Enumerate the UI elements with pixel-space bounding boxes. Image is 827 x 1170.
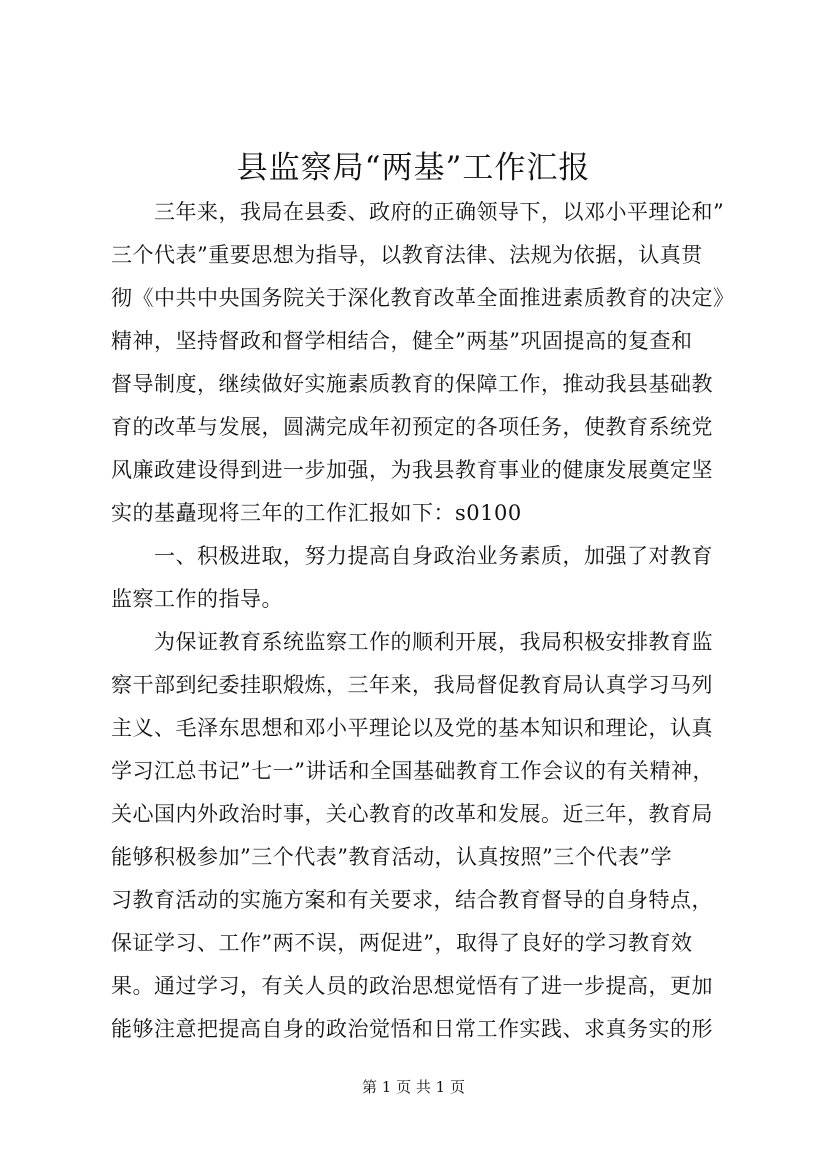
body-line: 果。通过学习，有关人员的政治思想觉悟有了进一步提高，更加: [111, 974, 713, 998]
body-line: 风廉政建设得到进一步加强，为我县教育事业的健康发展奠定坚: [111, 458, 713, 482]
body-line: 保证学习、工作”两不误，两促进”，取得了良好的学习教育效: [111, 931, 693, 955]
body-line: 察干部到纪委挂职煅炼，三年来，我局督促教育局认真学习马列: [111, 673, 713, 697]
body-line: 督导制度，继续做好实施素质教育的保障工作，推动我县基础教: [111, 372, 713, 396]
body-line: 为保证教育系统监察工作的顺利开展，我局积极安排教育监: [111, 630, 713, 654]
body-line: 实的基矗现将三年的工作汇报如下：s0100: [111, 501, 522, 525]
section-heading-line: 一、积极进取，努力提高自身政治业务素质，加强了对教育: [111, 544, 713, 568]
body-line: 彻《中共中央国务院关于深化教育改革全面推进素质教育的决定》: [111, 286, 735, 310]
body-line: 能够注意把提高自身的政治觉悟和日常工作实践、求真务实的形: [111, 1017, 713, 1041]
body-line: 三个代表”重要思想为指导，以教育法律、法规为依据，认真贯: [111, 243, 703, 267]
body-line: 习教育活动的实施方案和有关要求，结合教育督导的自身特点，: [111, 888, 713, 912]
body-line: 三年来，我局在县委、政府的正确领导下，以邓小平理论和”: [111, 200, 725, 224]
body-line: 能够积极参加”三个代表”教育活动，认真按照”三个代表”学: [111, 845, 672, 869]
body-line: 精神，坚持督政和督学相结合，健全”两基”巩固提高的复查和: [111, 329, 693, 353]
document-title: 县监察局“两基”工作汇报: [236, 150, 591, 186]
page-footer: 第 1 页 共 1 页: [362, 1078, 465, 1096]
body-line: 学习江总书记”七一”讲话和全国基础教育工作会议的有关精神，: [111, 759, 714, 783]
section-heading-line: 监察工作的指导。: [111, 587, 283, 611]
body-line: 育的改革与发展，圆满完成年初预定的各项任务，使教育系统党: [111, 415, 713, 439]
body-line: 主义、毛泽东思想和邓小平理论以及党的基本知识和理论，认真: [111, 716, 713, 740]
body-line: 关心国内外政治时事，关心教育的改革和发展。近三年，教育局: [111, 802, 713, 826]
